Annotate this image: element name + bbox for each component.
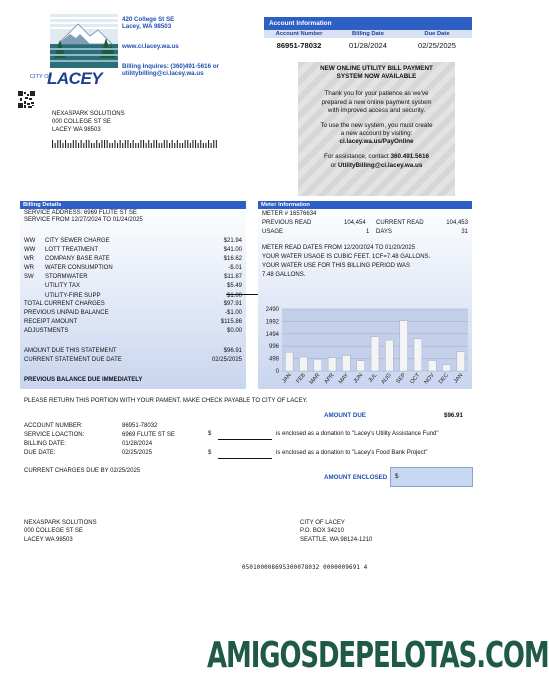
barcode-bar xyxy=(88,140,89,148)
logo-city-text: CITY OF xyxy=(30,74,52,80)
charge-desc: UTILITY-FIRE SUPP xyxy=(45,292,101,299)
curr-read-label: CURRENT READ xyxy=(376,220,424,226)
barcode-bar xyxy=(161,143,162,148)
logo-name-text: LACEY xyxy=(47,69,103,88)
billing-details-title: Billing Details xyxy=(20,201,246,209)
chart-x-tick-label: JAN xyxy=(281,372,293,385)
remit-instructions: PLEASE RETURN THIS PORTION WITH YOUR PAMENT. MAKE CHECK PAYABLE TO CITY OF LACEY. xyxy=(24,398,308,404)
barcode-bar xyxy=(70,143,71,148)
barcode-bar xyxy=(203,143,204,148)
barcode-bar xyxy=(146,143,147,148)
chart-y-tick-label: 1992 xyxy=(265,319,279,326)
charge-amount: $11.87 xyxy=(224,274,242,281)
notice-title-1: NEW ONLINE UTILITY BILL PAYMENT xyxy=(320,65,433,72)
barcode-bar xyxy=(96,140,97,148)
remit-to-name: CITY OF LACEY xyxy=(300,520,345,526)
charge-row xyxy=(24,264,242,273)
mailing-name: NEXASPARK SOLUTIONS xyxy=(52,111,125,117)
mailing-address xyxy=(52,110,125,134)
logo-emblem xyxy=(50,14,118,68)
total-amount: $0.00 xyxy=(226,328,242,335)
chart-bar xyxy=(371,337,379,371)
current-charges-due-by: CURRENT CHARGES DUE BY 02/25/2025 xyxy=(24,468,141,474)
total-desc: ADJUSTMENTS xyxy=(24,328,69,335)
barcode-bar xyxy=(153,140,154,148)
barcode-bar xyxy=(138,143,139,148)
chart-x-tick-label: MAR xyxy=(308,372,322,386)
barcode-bar xyxy=(99,143,100,148)
chart-bar xyxy=(385,340,393,371)
meter-number: METER # 16576634 xyxy=(262,211,317,217)
notice-p1-3: with improved access and security. xyxy=(327,106,426,114)
charge-desc: UTILITY TAX xyxy=(45,283,81,290)
chart-y-tick-label: 2490 xyxy=(265,307,279,313)
meter-read-dates: METER READ DATES FROM 12/20/2024 TO 01/20/2025 xyxy=(262,245,416,251)
chart-x-tick-label: AUG xyxy=(380,372,393,386)
remit-service-value: 6969 FLUTE ST SE xyxy=(122,432,175,438)
barcode-bar xyxy=(213,140,214,148)
barcode-bar xyxy=(143,140,144,148)
barcode-bar xyxy=(127,140,128,148)
total-amount: $97.91 xyxy=(223,301,242,307)
charge-row xyxy=(24,255,242,264)
remit-amount-due-label: AMOUNT DUE xyxy=(324,412,366,419)
barcode-bar xyxy=(60,140,61,148)
barcode-bar xyxy=(198,143,199,148)
charge-code: WR xyxy=(24,256,34,263)
charge-code: SW xyxy=(24,274,34,281)
charge-row xyxy=(24,237,242,246)
account-info-panel xyxy=(264,17,472,55)
charge-amount: $16.62 xyxy=(223,256,242,263)
barcode-bar xyxy=(114,140,115,148)
chart-x-tick-label: APR xyxy=(323,372,336,386)
days-value: 31 xyxy=(461,229,468,235)
remit-billing-label: BILLING DATE: xyxy=(24,441,66,447)
barcode-bar xyxy=(135,143,136,148)
barcode-bar xyxy=(140,140,141,148)
contact-website[interactable]: www.ci.lacey.wa.us xyxy=(122,43,179,50)
barcode-bar xyxy=(192,140,193,148)
barcode-bar xyxy=(172,140,173,148)
charges-total-rule xyxy=(226,294,260,295)
previous-balance-notice: PREVIOUS BALANCE DUE IMMEDIATELY xyxy=(24,377,143,383)
charge-amount: -$.01 xyxy=(228,265,242,272)
notice-p3-text: For assistance, contact xyxy=(323,153,391,161)
days-label: DAYS xyxy=(376,229,392,235)
chart-y-tick-label: 1494 xyxy=(265,331,279,338)
total-row xyxy=(24,300,242,309)
charge-amount: $1.00 xyxy=(226,292,242,299)
contact-address-1: 420 College St SE xyxy=(122,16,175,23)
chart-x-tick-label: NOV xyxy=(423,372,436,386)
donation-2-blank[interactable] xyxy=(218,458,272,459)
barcode-bar xyxy=(94,143,95,148)
chart-x-tick-label: MAY xyxy=(337,372,350,386)
barcode-bar xyxy=(125,140,126,148)
barcode-bar xyxy=(151,143,152,148)
donation-line-2 xyxy=(208,450,473,457)
chart-bar xyxy=(443,365,451,371)
usage-value: 1 xyxy=(366,229,370,235)
charge-row xyxy=(24,273,242,282)
contact-billing-email[interactable]: utilitybilling@ci.lacey.wa.us xyxy=(122,70,204,78)
water-usage-chart xyxy=(258,301,472,389)
postal-barcode xyxy=(52,140,222,148)
chart-bar xyxy=(328,358,336,371)
barcode-bar xyxy=(148,140,149,148)
chart-bar xyxy=(285,352,293,371)
charge-code: WW xyxy=(24,247,36,254)
remit-service-label: SERVICE LOACTION: xyxy=(24,432,85,438)
barcode-bar xyxy=(55,143,56,148)
barcode-bar xyxy=(78,143,79,148)
charge-desc: WATER CONSUMPTION xyxy=(45,265,113,272)
total-amount: -$1.00 xyxy=(224,310,242,317)
barcode-bar xyxy=(101,140,102,148)
remit-to-address xyxy=(300,519,372,544)
chart-bar xyxy=(300,357,308,371)
service-period: SERVICE FROM 12/27/2024 TO 01/24/2025 xyxy=(24,217,143,224)
chart-x-tick-label: FEB xyxy=(295,372,307,385)
current-due-label: CURRENT STATEMENT DUE DATE xyxy=(24,357,122,364)
chart-bar xyxy=(428,361,436,371)
notice-p2-1: To use the new system, you must create xyxy=(320,121,433,129)
remit-from-street: 000 COLLEGE ST SE xyxy=(24,528,83,535)
remit-from-name: NEXASPARK SOLUTIONS xyxy=(24,520,97,526)
total-row xyxy=(24,327,242,336)
charge-desc: CITY SEWER CHARGE xyxy=(45,238,110,244)
donation-1-text: is enclosed as a donation to "Lacey's Utility Assistance Fund" xyxy=(276,431,439,437)
charge-amount: $21.94 xyxy=(223,238,242,244)
donation-line-1 xyxy=(208,431,473,438)
total-row xyxy=(24,309,242,318)
amount-enclosed-field[interactable] xyxy=(390,467,473,487)
total-desc: RECEIPT AMOUNT xyxy=(24,319,78,326)
barcode-bar xyxy=(107,140,108,148)
curr-read-value: 104,453 xyxy=(446,220,468,226)
notice-p1-2: prepared a new online payment system xyxy=(321,98,432,106)
mailing-city: LACEY WA 98503 xyxy=(52,127,101,134)
service-address: SERVICE ADDRESS: 6969 FLUTE ST SE xyxy=(24,210,137,216)
due-date-header: Due Date xyxy=(424,31,450,37)
barcode-bar xyxy=(133,140,134,148)
chart-y-tick-label: 498 xyxy=(268,356,279,363)
chart-bar xyxy=(342,356,350,371)
charge-amount: $5.49 xyxy=(226,283,242,290)
barcode-bar xyxy=(187,140,188,148)
barcode-bar xyxy=(177,140,178,148)
barcode-bar xyxy=(81,140,82,148)
barcode-bar xyxy=(109,143,110,148)
notice-pay-online-link[interactable]: ci.lacey.wa.us/PayOnline xyxy=(339,138,414,146)
notice-email-link[interactable]: UtilityBilling@ci.lacey.wa.us xyxy=(337,161,423,169)
barcode-bar xyxy=(75,140,76,148)
barcode-bar xyxy=(182,143,183,148)
billing-details-panel xyxy=(20,201,246,389)
remit-from-city: LACEY WA 98503 xyxy=(24,536,73,543)
notice-phone: 360.491.5616 xyxy=(390,153,430,161)
amount-enclosed-label: AMOUNT ENCLOSED xyxy=(324,474,388,481)
prev-read-label: PREVIOUS READ xyxy=(262,220,312,226)
barcode-bar xyxy=(164,140,165,148)
barcode-bar xyxy=(190,143,191,148)
barcode-bar xyxy=(86,140,87,148)
barcode-bar xyxy=(122,143,123,148)
chart-bar xyxy=(400,321,408,371)
barcode-bar xyxy=(57,140,58,148)
usage-label: USAGE xyxy=(262,229,284,235)
chart-x-tick-label: DEC xyxy=(437,372,451,386)
barcode-bar xyxy=(169,143,170,148)
billing-date-value: 01/28/2024 xyxy=(348,41,387,50)
notice-p2-2: a new account by visiting: xyxy=(340,130,413,138)
barcode-bar xyxy=(52,140,53,148)
charge-amount: $41.00 xyxy=(223,247,242,254)
remit-to-box: P.O. BOX 34210 xyxy=(300,528,344,535)
chart-bar xyxy=(457,352,465,371)
total-row xyxy=(24,318,242,327)
notice-p3-or: or xyxy=(330,161,338,169)
charge-row xyxy=(24,246,242,255)
meter-usage-period: YOUR WATER USE FOR THIS BILLING PERIOD WAS xyxy=(262,263,411,269)
barcode-bar xyxy=(166,140,167,148)
billing-date-header: Billing Date xyxy=(352,31,384,37)
chart-y-tick-label: 996 xyxy=(268,344,279,351)
scanline: 050100008695300078032 0000009691 4 xyxy=(242,565,368,571)
remit-account-label: ACCOUNT NUMBER: xyxy=(24,423,83,429)
barcode-bar xyxy=(179,143,180,148)
barcode-bar xyxy=(65,140,66,148)
barcode-bar xyxy=(104,140,105,148)
total-desc: PREVIOUS UNPAID BALANCE xyxy=(24,310,109,317)
current-due-value: 02/25/2025 xyxy=(211,357,242,364)
barcode-bar xyxy=(216,140,217,148)
meter-info-panel xyxy=(258,201,472,389)
chart-bar xyxy=(314,359,322,371)
barcode-bar xyxy=(83,143,84,148)
chart-y-tick-label: 0 xyxy=(275,369,279,375)
contact-billing-inquiries: Billing Inquires: (360)491-5616 or xyxy=(122,63,219,70)
chart-x-tick-label: JUN xyxy=(352,372,365,385)
barcode-bar xyxy=(159,143,160,148)
barcode-bar xyxy=(208,140,209,148)
meter-gallons: 7.48 GALLONS. xyxy=(262,272,306,278)
qr-code-icon xyxy=(18,91,35,108)
meter-measure-note: YOUR WATER USAGE IS CUBIC FEET. 1CF=7.48 GALLONS. xyxy=(262,254,431,260)
charge-desc: STORMWATER xyxy=(45,274,88,281)
mailing-street: 000 COLLEGE ST SE xyxy=(52,119,111,126)
city-logo xyxy=(28,14,120,86)
barcode-bar xyxy=(120,140,121,148)
barcode-bar xyxy=(185,140,186,148)
account-number-header: Account Number xyxy=(275,31,323,37)
prev-read-value: 104,454 xyxy=(344,220,366,226)
remit-due-label: DUE DATE: xyxy=(24,450,56,456)
chart-x-tick-label: SEP xyxy=(395,372,408,385)
remit-account-value: 86951-78032 xyxy=(122,423,158,429)
account-number-value: 86951-78032 xyxy=(276,41,322,50)
barcode-bar xyxy=(200,140,201,148)
donation-2-dollar: $ xyxy=(208,450,212,456)
barcode-bar xyxy=(62,143,63,148)
account-info-title: Account Information xyxy=(264,17,472,30)
barcode-bar xyxy=(112,143,113,148)
charge-desc: LOTT TREATMENT xyxy=(45,247,99,254)
total-amount: $115.86 xyxy=(220,319,242,326)
barcode-bar xyxy=(91,143,92,148)
notice-title-2: SYSTEM NOW AVAILABLE xyxy=(336,73,417,81)
remit-from-address xyxy=(24,519,97,544)
watermark-text: AMIGOSDEPELOTAS.COM xyxy=(207,635,549,676)
barcode-bar xyxy=(211,143,212,148)
due-date-value: 02/25/2025 xyxy=(417,41,456,50)
barcode-bar xyxy=(205,143,206,148)
donation-1-blank[interactable] xyxy=(218,439,272,440)
chart-x-tick-label: OCT xyxy=(409,372,422,386)
amount-due-label: AMOUNT DUE THIS STATEMENT xyxy=(24,348,117,354)
barcode-bar xyxy=(174,143,175,148)
remit-amount-due-value: $96.91 xyxy=(444,412,463,419)
barcode-bar xyxy=(73,140,74,148)
barcode-bar xyxy=(156,140,157,148)
chart-x-tick-label: JAN xyxy=(452,372,465,385)
barcode-bar xyxy=(117,143,118,148)
barcode-bar xyxy=(130,143,131,148)
meter-info-title: Meter Information xyxy=(258,201,472,209)
barcode-bar xyxy=(195,140,196,148)
barcode-bar xyxy=(68,143,69,148)
total-desc: TOTAL CURRENT CHARGES xyxy=(24,301,105,307)
charge-row xyxy=(24,282,242,291)
charge-code: WW xyxy=(24,238,36,244)
charge-code: WR xyxy=(24,265,34,272)
amount-due-value: $96.91 xyxy=(223,348,242,354)
chart-bar xyxy=(357,361,365,371)
notice-p1-1: Thank you for your patience as we've xyxy=(324,90,429,98)
chart-x-tick-label: JUL xyxy=(367,372,379,384)
amount-enclosed-prefix: $ xyxy=(395,473,399,480)
remit-due-value: 02/25/2025 xyxy=(122,450,153,456)
charge-desc: COMPANY BASE RATE xyxy=(45,256,110,263)
chart-bar xyxy=(414,339,422,371)
donation-2-text: is enclosed as a donation to "Lacey's Food Bank Project" xyxy=(276,450,428,456)
online-payment-notice xyxy=(298,62,455,196)
contact-address-2: Lacey, WA 98503 xyxy=(122,23,172,31)
remit-to-city: SEATTLE, WA 98124-1210 xyxy=(300,536,373,543)
donation-1-dollar: $ xyxy=(208,431,212,437)
remit-billing-value: 01/28/2024 xyxy=(122,441,153,447)
